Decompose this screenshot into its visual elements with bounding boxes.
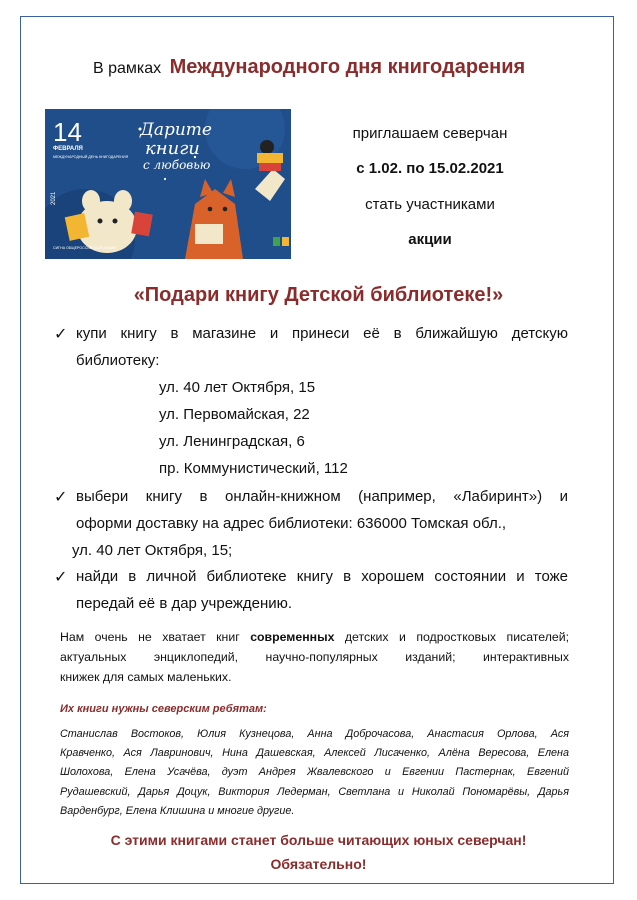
option-2-line-2: оформи доставку на адрес библиотеки: 636000 Томская обл.,: [76, 515, 507, 532]
authors-line: Варденбург, Елена Клишина и многие другие.: [60, 804, 295, 817]
need-line-2: актуальных энциклопедий, научно-популярных изданий; интерактивных: [60, 650, 569, 664]
headline-event: Международного дня книгодарения: [169, 56, 526, 78]
option-3-line-1: найди в личной библиотеке книгу в хорошем состоянии и тоже: [76, 568, 568, 585]
authors-line: Станислав Востоков, Юлия Кузнецова, Анна Доброчасова, Анастасия Орлова, Ася: [60, 728, 569, 740]
closing-line-1: С этими книгами станет больше читающих юных северчан!: [110, 832, 527, 848]
authors-list: [60, 725, 569, 821]
address-4: пр. Коммунистический, 112: [159, 460, 348, 477]
address-2: ул. Первомайская, 22: [159, 406, 310, 423]
banner-day: 14: [53, 117, 82, 147]
authors-line: Шолохова, Елена Усачёва, дуэт Андрея Жвалевского и Евгении Пастернак, Евгений: [60, 766, 569, 779]
invite-line-1: приглашаем северчан: [352, 125, 508, 142]
banner-year: 2021: [51, 191, 57, 205]
address-3: ул. Ленинградская, 6: [159, 433, 305, 450]
banner-title-2: книги: [145, 138, 200, 159]
need-line-1-start: Нам очень не хватает книг: [60, 630, 251, 644]
need-paragraph: [60, 627, 569, 687]
option-1-line-1: купи книгу в магазине и принеси её в ближайшую детскую: [76, 325, 568, 342]
banner-title-3: с любовью: [143, 158, 211, 172]
banner-illustration: [45, 109, 291, 259]
authors-line: Кравченко, Ася Лавринович, Нина Дашевская, Алексей Лисаченко, Алёна Вересова, Елена: [60, 747, 569, 760]
invite-line-3: стать участниками: [365, 196, 495, 213]
option-1-line-2: библиотеку:: [76, 352, 160, 369]
authors-line: Рудашевский, Дарья Доцук, Виктория Ледерман, Светлана и Николай Пономарёвы, Дарья: [60, 785, 569, 798]
book-gifting-banner: [45, 109, 291, 259]
need-line-3: книжек для самых маленьких.: [60, 670, 232, 684]
authors-heading: Их книги нужны северским ребятам:: [60, 703, 267, 715]
need-emphasis: современных: [250, 630, 335, 644]
banner-subtitle: МЕЖДУНАРОДНЫЙ ДЕНЬ КНИГОДАРЕНИЯ: [53, 155, 129, 159]
headline: [93, 56, 525, 79]
check-icon: ✓: [54, 489, 68, 506]
need-line-1-end: детских и подростковых писателей;: [334, 630, 570, 644]
banner-title-1: Дарите: [140, 120, 212, 140]
option-2-line-3: ул. 40 лет Октября, 15;: [72, 542, 233, 559]
option-2-line-1: выбери книгу в онлайн-книжном (например, «Лабиринт») и: [76, 488, 568, 505]
need-line-1: [60, 627, 569, 647]
invite-line-4: акции: [408, 231, 452, 248]
action-title: «Подари книгу Детской библиотеке!»: [133, 284, 504, 306]
banner-footer: СИГНА ОБЩЕРОССИЙСКОЙ АКЦИИ: [53, 246, 116, 250]
option-3-line-2: передай её в дар учреждению.: [76, 595, 293, 612]
check-icon: ✓: [54, 569, 68, 586]
address-1: ул. 40 лет Октября, 15: [159, 379, 316, 396]
banner-month: ФЕВРАЛЯ: [53, 146, 83, 152]
headline-prefix: В рамках: [93, 60, 162, 77]
check-icon: ✓: [54, 326, 68, 343]
closing-line-2: Обязательно!: [270, 856, 367, 872]
invite-dates: с 1.02. по 15.02.2021: [356, 160, 504, 177]
